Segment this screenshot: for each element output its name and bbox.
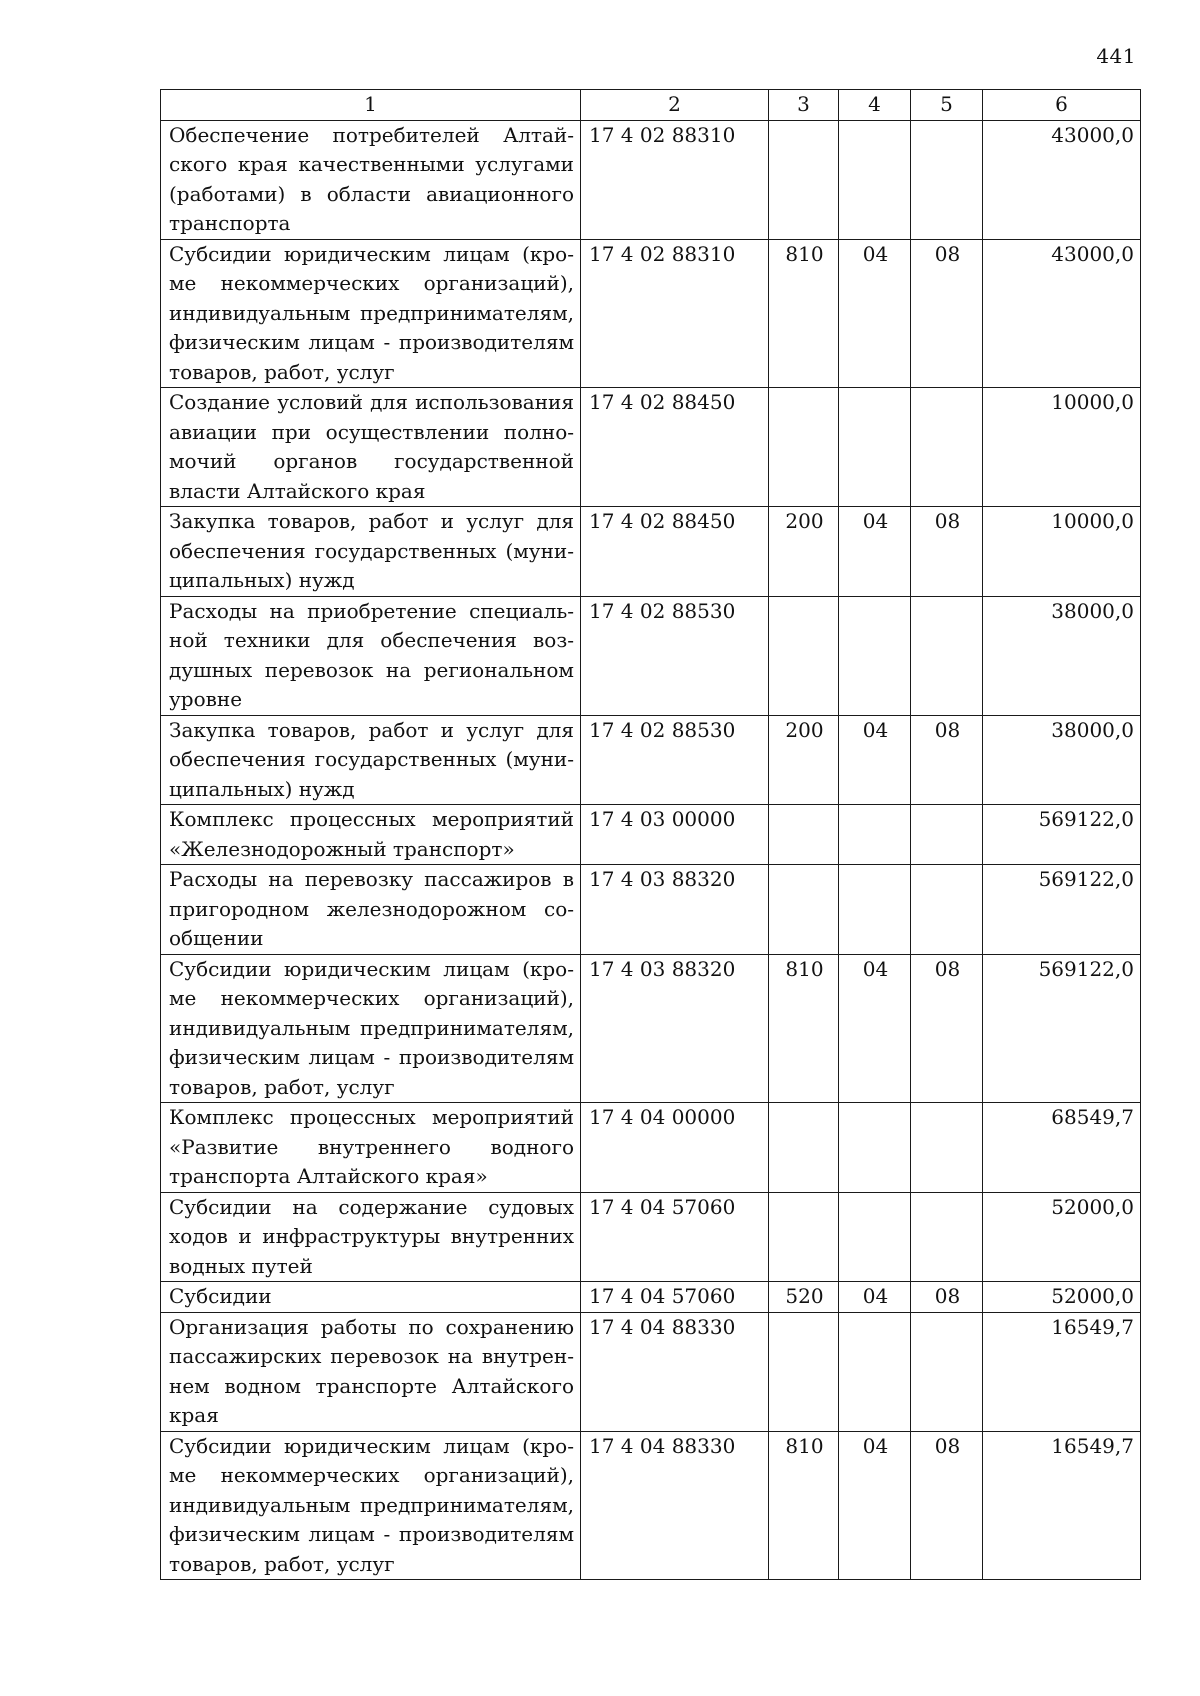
- header-col-3: 3: [769, 90, 839, 121]
- table-row: [161, 954, 1141, 1103]
- row-sum: 38000,0: [983, 715, 1141, 805]
- row-code: 17 4 02 88310: [581, 120, 769, 239]
- row-rz: 04: [839, 1282, 911, 1313]
- row-vr: 200: [769, 507, 839, 597]
- row-pr: 08: [911, 715, 983, 805]
- row-pr: [911, 1103, 983, 1193]
- row-name: Субсидии юридическим лицам (кроме некоммерческих организаций), индивидуальным предпринимателям, физическим лицам - производителям товаров, работ, услуг: [161, 954, 581, 1103]
- row-vr: [769, 388, 839, 507]
- row-sum: 43000,0: [983, 239, 1141, 388]
- row-name: Субсидии: [161, 1282, 581, 1313]
- row-vr: 810: [769, 239, 839, 388]
- table-row: [161, 1431, 1141, 1580]
- row-sum: 68549,7: [983, 1103, 1141, 1193]
- row-rz: [839, 388, 911, 507]
- row-vr: 200: [769, 715, 839, 805]
- row-name: Расходы на приобретение специальной техники для обеспечения воздушных перевозок на региональном уровне: [161, 596, 581, 715]
- row-rz: [839, 805, 911, 865]
- row-pr: [911, 805, 983, 865]
- row-vr: [769, 1103, 839, 1193]
- table-row: [161, 715, 1141, 805]
- row-name: Субсидии юридическим лицам (кроме некоммерческих организаций), индивидуальным предпринимателям, физическим лицам - производителям товаров, работ, услуг: [161, 239, 581, 388]
- table-row: [161, 1312, 1141, 1431]
- row-sum: 10000,0: [983, 507, 1141, 597]
- row-rz: [839, 596, 911, 715]
- row-code: 17 4 04 88330: [581, 1312, 769, 1431]
- row-rz: 04: [839, 239, 911, 388]
- row-pr: 08: [911, 954, 983, 1103]
- row-name: Расходы на перевозку пассажиров в пригородном железнодорожном сообщении: [161, 865, 581, 955]
- row-rz: 04: [839, 954, 911, 1103]
- row-pr: [911, 388, 983, 507]
- row-rz: 04: [839, 715, 911, 805]
- budget-table: [160, 89, 1141, 1580]
- row-sum: 10000,0: [983, 388, 1141, 507]
- row-vr: 810: [769, 954, 839, 1103]
- row-code: 17 4 03 00000: [581, 805, 769, 865]
- page-number: 441: [1096, 44, 1136, 68]
- row-sum: 16549,7: [983, 1431, 1141, 1580]
- row-name: Субсидии юридическим лицам (кроме некоммерческих организаций), индивидуальным предпринимателям, физическим лицам - производителям товаров, работ, услуг: [161, 1431, 581, 1580]
- row-name: Субсидии на содержание судовых ходов и инфраструктуры внутренних водных путей: [161, 1192, 581, 1282]
- row-code: 17 4 04 57060: [581, 1192, 769, 1282]
- table-row: [161, 1103, 1141, 1193]
- row-vr: [769, 805, 839, 865]
- row-rz: [839, 120, 911, 239]
- table-row: [161, 120, 1141, 239]
- table-row: [161, 239, 1141, 388]
- table-row: [161, 1282, 1141, 1313]
- header-col-2: 2: [581, 90, 769, 121]
- row-rz: 04: [839, 1431, 911, 1580]
- row-vr: [769, 120, 839, 239]
- row-sum: 569122,0: [983, 865, 1141, 955]
- row-code: 17 4 02 88450: [581, 388, 769, 507]
- row-sum: 569122,0: [983, 954, 1141, 1103]
- row-rz: [839, 865, 911, 955]
- table-row: [161, 865, 1141, 955]
- row-vr: 520: [769, 1282, 839, 1313]
- table-row: [161, 507, 1141, 597]
- row-name: Комплекс процессных мероприятий «Железнодорожный транспорт»: [161, 805, 581, 865]
- row-pr: 08: [911, 239, 983, 388]
- row-pr: [911, 1312, 983, 1431]
- row-vr: [769, 596, 839, 715]
- row-name: Закупка товаров, работ и услуг для обеспечения государственных (муниципальных) нужд: [161, 507, 581, 597]
- row-code: 17 4 03 88320: [581, 954, 769, 1103]
- row-vr: [769, 1312, 839, 1431]
- row-code: 17 4 04 57060: [581, 1282, 769, 1313]
- table-body: [161, 120, 1141, 1580]
- row-sum: 16549,7: [983, 1312, 1141, 1431]
- row-rz: [839, 1192, 911, 1282]
- row-sum: 569122,0: [983, 805, 1141, 865]
- row-pr: [911, 120, 983, 239]
- row-sum: 38000,0: [983, 596, 1141, 715]
- row-name: Закупка товаров, работ и услуг для обеспечения государственных (муниципальных) нужд: [161, 715, 581, 805]
- row-sum: 43000,0: [983, 120, 1141, 239]
- table-header: [161, 90, 1141, 121]
- row-name: Обеспечение потребителей Алтайского края качественными услугами (работами) в области авиационного транспорта: [161, 120, 581, 239]
- row-code: 17 4 04 88330: [581, 1431, 769, 1580]
- row-pr: [911, 596, 983, 715]
- header-col-5: 5: [911, 90, 983, 121]
- table-row: [161, 1192, 1141, 1282]
- table-row: [161, 596, 1141, 715]
- row-vr: [769, 1192, 839, 1282]
- row-rz: 04: [839, 507, 911, 597]
- row-sum: 52000,0: [983, 1282, 1141, 1313]
- row-name: Комплекс процессных мероприятий «Развитие внутреннего водного транспорта Алтайского края»: [161, 1103, 581, 1193]
- row-code: 17 4 04 00000: [581, 1103, 769, 1193]
- row-vr: 810: [769, 1431, 839, 1580]
- row-code: 17 4 02 88530: [581, 715, 769, 805]
- table-row: [161, 388, 1141, 507]
- row-name: Организация работы по сохранению пассажирских перевозок на внутреннем водном транспорте Алтайского края: [161, 1312, 581, 1431]
- row-pr: 08: [911, 507, 983, 597]
- row-code: 17 4 02 88450: [581, 507, 769, 597]
- row-code: 17 4 02 88530: [581, 596, 769, 715]
- row-name: Создание условий для использования авиации при осуществлении полномочий органов государственной власти Алтайского края: [161, 388, 581, 507]
- row-pr: [911, 1192, 983, 1282]
- header-col-4: 4: [839, 90, 911, 121]
- row-code: 17 4 03 88320: [581, 865, 769, 955]
- header-col-1: 1: [161, 90, 581, 121]
- row-vr: [769, 865, 839, 955]
- row-sum: 52000,0: [983, 1192, 1141, 1282]
- row-pr: 08: [911, 1282, 983, 1313]
- header-col-6: 6: [983, 90, 1141, 121]
- header-row: [161, 90, 1141, 121]
- row-rz: [839, 1312, 911, 1431]
- row-rz: [839, 1103, 911, 1193]
- table-row: [161, 805, 1141, 865]
- row-pr: 08: [911, 1431, 983, 1580]
- row-pr: [911, 865, 983, 955]
- row-code: 17 4 02 88310: [581, 239, 769, 388]
